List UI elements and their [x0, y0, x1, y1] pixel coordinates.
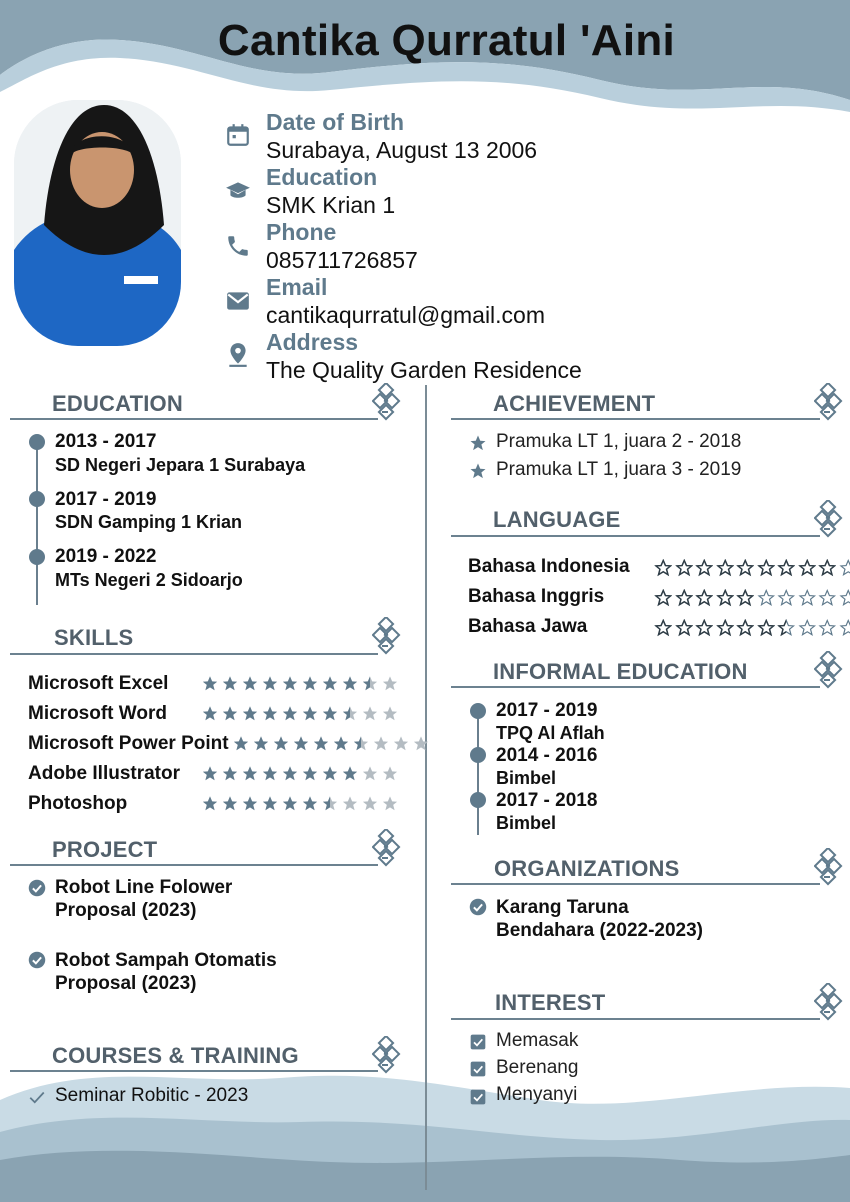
skill-name: Adobe Illustrator [28, 763, 181, 784]
column-divider [425, 385, 427, 1190]
course-item: Seminar Robitic - 2023 [55, 1085, 249, 1106]
ornament-icon [372, 829, 402, 867]
star-icon [469, 434, 487, 452]
education-value: SMK Krian 1 [266, 192, 396, 218]
rating-star [817, 619, 838, 637]
ornament-icon [372, 383, 402, 421]
rating-star [653, 589, 674, 607]
section-underline [451, 686, 820, 688]
education-school: SD Negeri Jepara 1 Surabaya [55, 455, 306, 475]
rating-star [371, 735, 391, 752]
candidate-name: Cantika Qurratul 'Aini [217, 16, 676, 65]
ornament-icon [372, 617, 402, 655]
check-icon [28, 1088, 46, 1106]
timeline-dot [470, 703, 486, 719]
rating-star [240, 705, 260, 722]
achievement-item: Pramuka LT 1, juara 2 - 2018 [496, 431, 742, 452]
rating-star [776, 619, 797, 637]
language-name: Bahasa Indonesia [468, 556, 630, 577]
ornament-icon [814, 848, 844, 886]
rating-star [280, 765, 300, 782]
rating-star [300, 675, 320, 692]
informal-education-section-title: INFORMAL EDUCATION [493, 659, 748, 684]
rating-star [653, 559, 674, 577]
language-rating [653, 559, 850, 577]
interest-item: Menyanyi [496, 1084, 578, 1105]
rating-star [380, 705, 400, 722]
rating-star [817, 559, 838, 577]
email-label: Email [266, 274, 328, 300]
rating-star [240, 675, 260, 692]
section-underline [10, 653, 378, 655]
dob-label: Date of Birth [266, 109, 404, 135]
section-underline [10, 864, 378, 866]
rating-star [320, 795, 340, 812]
informal-timeline-line [477, 710, 479, 835]
rating-star [380, 675, 400, 692]
rating-star [817, 589, 838, 607]
profile-photo [14, 100, 181, 346]
project-title: Robot Line Folower [55, 877, 233, 898]
ornament-icon [372, 1036, 402, 1074]
check-circle-icon [28, 951, 46, 969]
rating-star [776, 559, 797, 577]
informal-years: 2017 - 2019 [496, 700, 598, 721]
informal-years: 2017 - 2018 [496, 790, 598, 811]
rating-star [756, 589, 777, 607]
rating-star [300, 765, 320, 782]
rating-star [694, 589, 715, 607]
graduation-cap-icon [225, 178, 251, 204]
check-circle-icon [28, 879, 46, 897]
checkbox-checked-icon [470, 1034, 486, 1050]
timeline-dot [29, 491, 45, 507]
rating-star [838, 559, 850, 577]
ornament-icon [814, 500, 844, 538]
rating-star [280, 705, 300, 722]
rating-star [260, 795, 280, 812]
timeline-dot [470, 747, 486, 763]
rating-star [391, 735, 411, 752]
section-underline [451, 1018, 820, 1020]
timeline-dot [470, 792, 486, 808]
section-underline [10, 418, 378, 420]
rating-star [220, 675, 240, 692]
address-label: Address [266, 329, 359, 355]
rating-star [340, 765, 360, 782]
email-icon [225, 288, 251, 314]
rating-star [260, 705, 280, 722]
interest-item: Berenang [496, 1057, 579, 1078]
rating-star [320, 765, 340, 782]
project-subtitle: Proposal (2023) [55, 900, 197, 921]
rating-star [320, 675, 340, 692]
rating-star [715, 619, 736, 637]
language-name: Bahasa Jawa [468, 616, 588, 637]
rating-star [756, 559, 777, 577]
education-school: SDN Gamping 1 Krian [55, 512, 243, 532]
phone-value: 085711726857 [266, 247, 418, 273]
skill-rating [200, 705, 400, 722]
rating-star [735, 619, 756, 637]
calendar-icon [225, 122, 251, 148]
ornament-icon [814, 383, 844, 421]
achievement-section-title: ACHIEVEMENT [493, 391, 656, 416]
organizations-section-title: ORGANIZATIONS [494, 856, 680, 881]
education-school: MTs Negeri 2 Sidoarjo [55, 570, 243, 590]
rating-star [200, 795, 220, 812]
rating-star [674, 589, 695, 607]
ornament-icon [814, 983, 844, 1021]
rating-star [715, 589, 736, 607]
courses-section-title: COURSES & TRAINING [52, 1043, 299, 1068]
rating-star [300, 795, 320, 812]
project-section-title: PROJECT [52, 837, 158, 862]
location-pin-icon [225, 342, 251, 368]
ornament-icon [814, 651, 844, 689]
rating-star [653, 619, 674, 637]
rating-star [260, 765, 280, 782]
skill-rating [231, 735, 431, 752]
skill-name: Photoshop [28, 793, 128, 814]
rating-star [260, 675, 280, 692]
skill-name: Microsoft Excel [28, 673, 169, 694]
organization-name: Karang Taruna [496, 897, 629, 918]
rating-star [240, 795, 260, 812]
skill-rating [200, 765, 400, 782]
rating-star [331, 735, 351, 752]
education-timeline-line [36, 440, 38, 605]
language-rating [653, 589, 850, 607]
address-value: The Quality Garden Residence [266, 357, 582, 383]
rating-star [411, 735, 431, 752]
education-years: 2017 - 2019 [55, 489, 157, 510]
interest-section-title: INTEREST [495, 990, 606, 1015]
rating-star [220, 795, 240, 812]
phone-icon [225, 233, 251, 259]
skill-name: Microsoft Word [28, 703, 167, 724]
rating-star [360, 675, 380, 692]
skill-rating [200, 795, 400, 812]
rating-star [694, 619, 715, 637]
rating-star [797, 619, 818, 637]
star-icon [469, 462, 487, 480]
informal-place: Bimbel [496, 813, 557, 833]
achievement-item: Pramuka LT 1, juara 3 - 2019 [496, 459, 742, 480]
education-years: 2019 - 2022 [55, 546, 157, 567]
section-underline [451, 535, 820, 537]
checkbox-checked-icon [470, 1061, 486, 1077]
timeline-dot [29, 549, 45, 565]
informal-place: TPQ Al Aflah [496, 723, 605, 743]
rating-star [340, 705, 360, 722]
rating-star [231, 735, 251, 752]
skills-section-title: SKILLS [54, 625, 134, 650]
rating-star [797, 589, 818, 607]
rating-star [340, 795, 360, 812]
checkbox-checked-icon [470, 1089, 486, 1105]
language-rating [653, 619, 850, 637]
rating-star [674, 619, 695, 637]
email-value: cantikaqurratul@gmail.com [266, 302, 546, 328]
rating-star [360, 765, 380, 782]
dob-value: Surabaya, August 13 2006 [266, 137, 538, 163]
rating-star [300, 705, 320, 722]
rating-star [200, 705, 220, 722]
rating-star [838, 589, 850, 607]
rating-star [271, 735, 291, 752]
language-name: Bahasa Inggris [468, 586, 605, 607]
organization-role: Bendahara (2022-2023) [496, 920, 703, 941]
project-title: Robot Sampah Otomatis [55, 950, 277, 971]
rating-star [756, 619, 777, 637]
informal-years: 2014 - 2016 [496, 745, 598, 766]
rating-star [674, 559, 695, 577]
rating-star [360, 705, 380, 722]
language-section-title: LANGUAGE [493, 507, 621, 532]
rating-star [280, 675, 300, 692]
rating-star [200, 675, 220, 692]
rating-star [838, 619, 850, 637]
rating-star [776, 589, 797, 607]
rating-star [220, 765, 240, 782]
check-circle-icon [469, 898, 487, 916]
education-section-title: EDUCATION [52, 391, 183, 416]
section-underline [451, 418, 820, 420]
informal-place: Bimbel [496, 768, 557, 788]
skill-name: Microsoft Power Point [28, 733, 229, 754]
rating-star [200, 765, 220, 782]
rating-star [240, 765, 260, 782]
rating-star [280, 795, 300, 812]
rating-star [220, 705, 240, 722]
skill-rating [200, 675, 400, 692]
rating-star [380, 795, 400, 812]
interest-item: Memasak [496, 1030, 579, 1051]
rating-star [320, 705, 340, 722]
education-years: 2013 - 2017 [55, 431, 157, 452]
rating-star [694, 559, 715, 577]
rating-star [797, 559, 818, 577]
education-label: Education [266, 164, 378, 190]
rating-star [340, 675, 360, 692]
rating-star [715, 559, 736, 577]
project-subtitle: Proposal (2023) [55, 973, 197, 994]
rating-star [360, 795, 380, 812]
section-underline [10, 1070, 378, 1072]
timeline-dot [29, 434, 45, 450]
rating-star [735, 589, 756, 607]
section-underline [451, 883, 820, 885]
rating-star [291, 735, 311, 752]
rating-star [311, 735, 331, 752]
rating-star [735, 559, 756, 577]
rating-star [380, 765, 400, 782]
phone-label: Phone [266, 219, 337, 245]
rating-star [351, 735, 371, 752]
rating-star [251, 735, 271, 752]
